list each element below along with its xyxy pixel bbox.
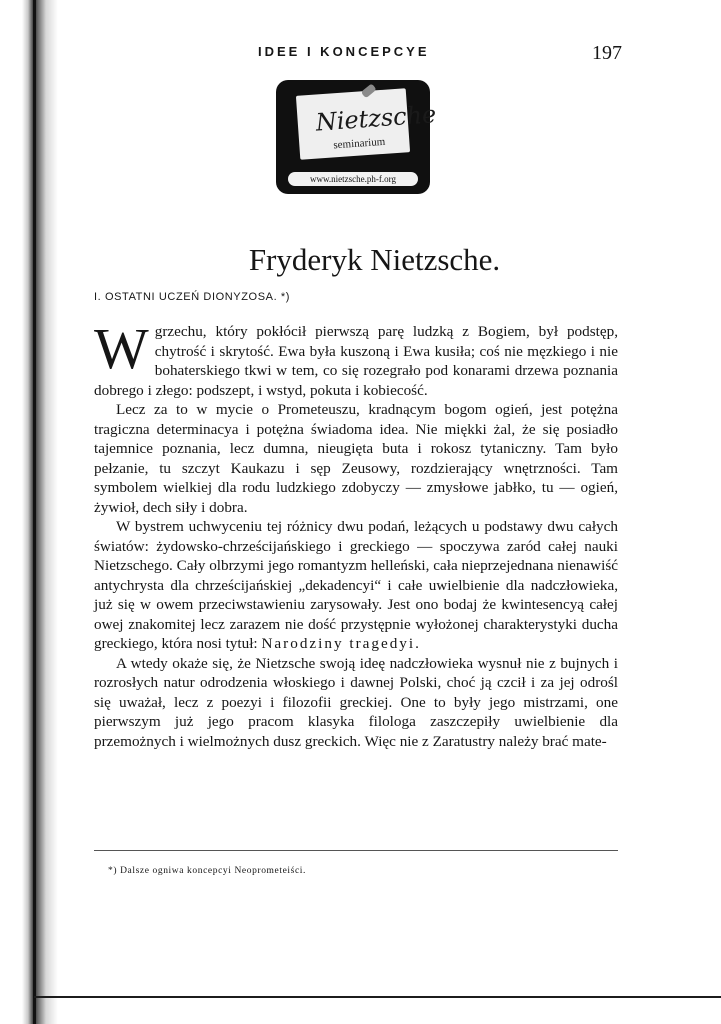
stamp-subtitle: seminarium bbox=[333, 135, 386, 152]
section-heading: I. OSTATNI UCZEŃ DIONYZOSA. *) bbox=[94, 291, 291, 303]
paragraph-1-text: grzechu, który pokłócił pierwszą parę ludzką z Bogiem, był podstęp, chytrość i skrytość. Ewa była kuszoną i Ewa kusiła; coś nie męzkiego i nie bohaterskiego tkwi w tem, co się rozegrało pod konarami drzewa poznania dobrego i złego: podszept, i wstyd, pokuta i kobiecość. bbox=[94, 323, 618, 399]
book-binding-shadow bbox=[0, 0, 58, 1024]
running-head: IDEE I KONCEPCYE bbox=[258, 44, 430, 59]
footnote-divider bbox=[94, 850, 618, 851]
drop-cap: W bbox=[94, 316, 149, 381]
page-number: 197 bbox=[592, 42, 622, 64]
article-body bbox=[94, 316, 618, 751]
article-title: Fryderyk Nietzsche. bbox=[248, 242, 501, 277]
paragraph-4: A wtedy okaże się, że Nietzsche swoją ideę nadczłowieka wysnuł nie z bujnych i rozrosłych natur odrodzenia włoskiego i dawnej Polski, choć ją czcił i za jej odrośl się uważał, lecz z poezyi i filozofii greckiej. One to były jego mistrzami, one pierwszym już jego pracom klasyka filologa zaszczepiły uwielbienie dla przemożnych i wielmożnych dusz greckich. Więc nie z Zaratustry należy brać mate- bbox=[94, 654, 618, 750]
footnote: *) Dalsze ogniwa koncepcyi Neoprometeiści. bbox=[108, 866, 306, 876]
pin-icon bbox=[361, 83, 377, 98]
stamp-url: www.nietzsche.ph-f.org bbox=[288, 172, 418, 186]
paragraph-2: Lecz za to w mycie o Prometeuszu, kradnącym bogom ogień, jest potężna tragiczna determinacya i potężna świadoma idea. Nie miękki żal, że się posiadło tajemnice poznania, lecz dumna, nieugięta buta i rokosz tytaniczny. Tam było pełzanie, tu szczyt Kaukazu i sęp Zeusowy, rozdzierający wnętrzności. Tam symbolem wielkiej dla rodu ludzkiego zdobyczy — zmysłowe jabłko, tu — ogień, żywioł, dech siły i dobra. bbox=[94, 401, 618, 516]
page-bottom-edge bbox=[34, 996, 721, 998]
paragraph-3 bbox=[94, 517, 618, 654]
stamp-card bbox=[296, 88, 438, 160]
library-stamp bbox=[276, 80, 438, 194]
stamp-logo: Nietzsche bbox=[314, 100, 438, 137]
book-spine-edge bbox=[33, 0, 36, 1024]
book-title: Narodziny tragedyi. bbox=[261, 635, 421, 652]
paragraph-3-text: W bystrem uchwyceniu tej różnicy dwu podań, leżących u podstawy dwu całych światów: żydowsko-chrześcijańskiego i greckiego — spoczywa zaród całej nauki Nietzschego. Cały olbrzymi jego romantyzm helleński, cała nieprzejednana nienawiść antychrysta dla chrześcijańskiej „dekadencyi“ i całe uwielbienie dla nadczłowieka, już się w owem przeciwstawieniu zarysowały. Jest ono bodaj że kwintesencyą całej owej znakomitej lecz zarazem nie dość przystępnie wyłożonej charakterystyki ducha greckiego, która nosi tytuł: bbox=[94, 518, 618, 652]
paragraph-1 bbox=[94, 316, 618, 400]
